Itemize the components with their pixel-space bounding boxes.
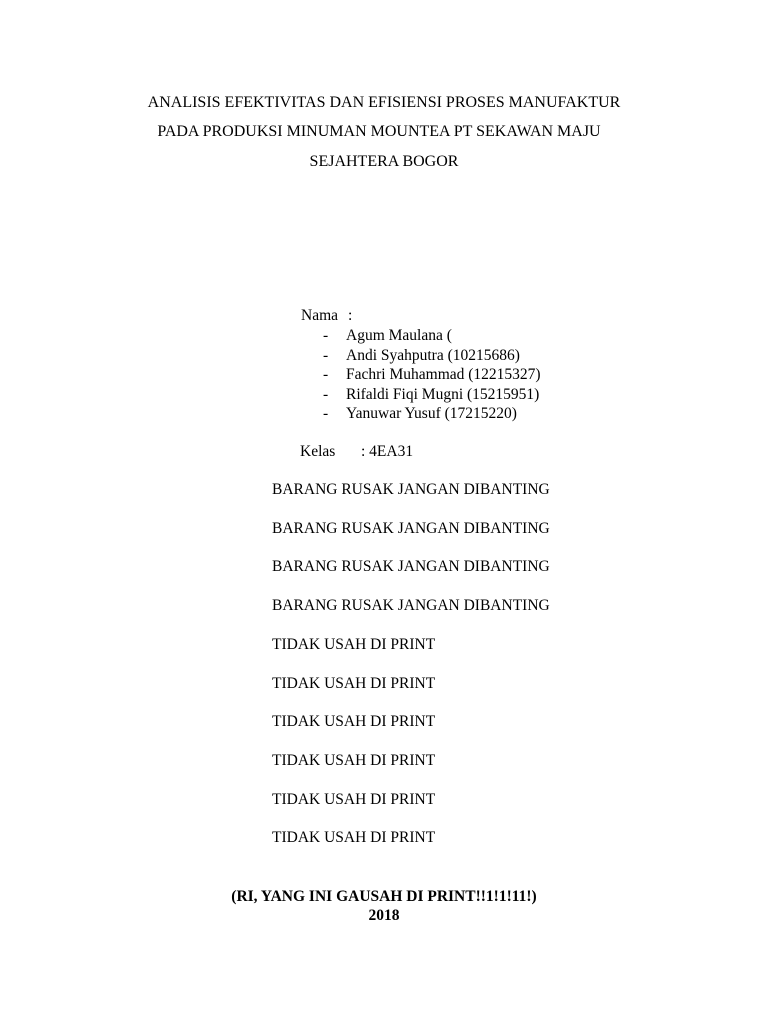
member-item [323,385,541,405]
nama-separator: : [348,307,353,324]
member-name: Rifaldi Fiqi Mugni (15215951) [346,385,540,403]
list-dash: - [323,405,329,422]
note-list-barang [272,480,550,635]
member-name: Andi Syahputra (10215686) [346,346,520,364]
note-line: BARANG RUSAK JANGAN DIBANTING [272,597,550,615]
list-dash: - [323,346,329,364]
note-line: TIDAK USAH DI PRINT [272,790,436,808]
title-line-2: PADA PRODUKSI MINUMAN MOUNTEA PT SEKAWAN MAJU [157,123,601,140]
footer-year: 2018 [368,907,400,924]
note-line: TIDAK USAH DI PRINT [272,829,436,847]
member-name: Yanuwar Yusuf (17215220) [346,405,517,422]
member-name: Agum Maulana ( [346,327,452,344]
note-line: BARANG RUSAK JANGAN DIBANTING [272,558,550,576]
note-line: TIDAK USAH DI PRINT [272,752,436,770]
note-line: TIDAK USAH DI PRINT [272,636,436,653]
member-item [323,365,541,385]
title-line-3: SEJAHTERA BOGOR [309,153,459,170]
note-line: BARANG RUSAK JANGAN DIBANTING [272,519,550,537]
nama-label: Nama [301,307,339,324]
kelas-value: : 4EA31 [361,443,414,460]
footer-note: (RI, YANG INI GAUSAH DI PRINT!!1!1!11!) [231,888,537,905]
note-line: BARANG RUSAK JANGAN DIBANTING [272,481,550,498]
member-list [323,326,541,424]
note-line: TIDAK USAH DI PRINT [272,713,436,731]
member-name: Fachri Muhammad (12215327) [346,366,541,383]
kelas-label: Kelas [300,443,336,460]
member-item [323,404,541,424]
member-item [323,326,541,346]
list-dash: - [323,385,329,403]
title-line-1: ANALISIS EFEKTIVITAS DAN EFISIENSI PROSES MANUFAKTUR [147,94,621,111]
note-list-print [272,635,435,867]
list-dash: - [323,366,329,383]
list-dash: - [323,327,329,344]
member-item [323,346,541,366]
note-line: TIDAK USAH DI PRINT [272,674,436,692]
